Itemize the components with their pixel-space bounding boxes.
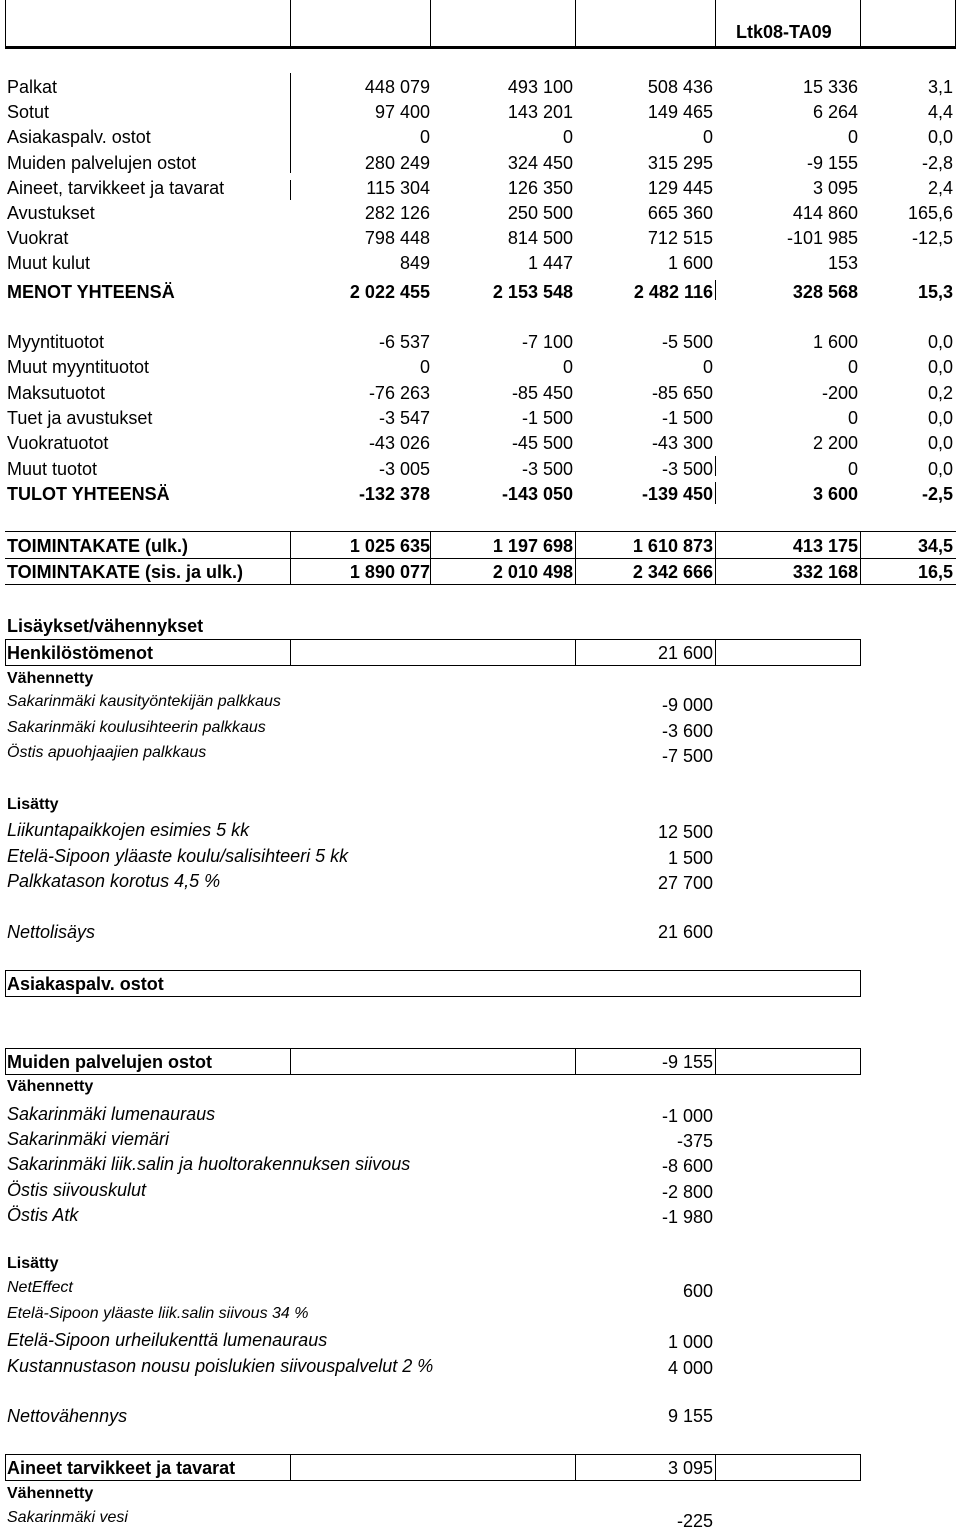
- row-label: Avustukset: [7, 203, 95, 223]
- cell-percent: 4,4: [927, 102, 953, 123]
- row-label: Sotut: [7, 102, 50, 123]
- cell-percent: 2,4: [927, 177, 953, 198]
- item-amount: -1 980: [661, 1206, 713, 1227]
- col-separator: [715, 482, 716, 504]
- item-amount: -225: [676, 1511, 713, 1531]
- other-services-box-separator: [715, 1048, 716, 1075]
- item-amount: -2 800: [661, 1181, 713, 1202]
- cell-change: 3 095: [812, 177, 858, 198]
- header-border-col3: [575, 0, 576, 46]
- cell-proposal: 2 342 666: [632, 562, 713, 582]
- cell-actual: 97 400: [374, 102, 430, 123]
- personnel-heading: Henkilöstömenot: [7, 643, 154, 663]
- cell-budget: -85 450: [511, 382, 573, 403]
- personnel-box-separator: [715, 639, 716, 666]
- header-border-left: [5, 0, 6, 46]
- row-label: MENOT YHTEENSÄ: [7, 282, 175, 302]
- cell-budget: 2 153 548: [492, 282, 573, 302]
- cell-proposal: -139 450: [641, 484, 713, 504]
- item-amount: -3 600: [661, 720, 713, 741]
- col-separator: [290, 180, 291, 200]
- other-services-decreased-label: Vähennetty: [7, 1078, 94, 1095]
- cell-change: 414 860: [792, 203, 858, 223]
- cell-budget: -7 100: [521, 332, 573, 352]
- cell-budget: 143 201: [507, 102, 573, 123]
- header-border-col5: [860, 0, 861, 46]
- cell-actual: -43 026: [368, 433, 430, 454]
- cell-budget: -1 500: [521, 407, 573, 428]
- row-label: TULOT YHTEENSÄ: [7, 484, 170, 504]
- personnel-decreased-label: Vähennetty: [7, 670, 94, 687]
- margin-line-mid: [5, 558, 956, 559]
- materials-amount: 3 095: [667, 1458, 713, 1478]
- row-label: Muiden palvelujen ostot: [7, 152, 197, 173]
- row-label: TOIMINTAKATE (ulk.): [7, 536, 188, 556]
- materials-box-separator: [575, 1454, 576, 1481]
- item-label: Östis apuohjaajien palkkaus: [7, 744, 207, 761]
- other-services-added-label: Lisätty: [7, 1255, 59, 1272]
- cell-percent: 0,0: [927, 127, 953, 148]
- cell-budget: 324 450: [507, 152, 573, 173]
- header-border-col2: [430, 0, 431, 46]
- cell-change: 332 168: [792, 562, 858, 582]
- cell-budget: 493 100: [507, 77, 573, 97]
- cell-change: -200: [821, 382, 858, 403]
- cell-change: 0: [847, 407, 858, 428]
- header-border-col4: [715, 0, 716, 46]
- margin-col-separator: [860, 531, 861, 585]
- cell-change: 0: [847, 127, 858, 148]
- row-label: TOIMINTAKATE (sis. ja ulk.): [7, 562, 244, 582]
- document-code: Ltk08-TA09: [736, 22, 832, 42]
- row-label: Maksutuotot: [7, 382, 106, 403]
- other-services-amount: -9 155: [661, 1052, 713, 1072]
- row-label: Myyntituotot: [7, 332, 105, 352]
- cell-actual: 115 304: [366, 177, 430, 198]
- margin-col-separator: [575, 531, 576, 585]
- cell-change: 15 336: [802, 77, 858, 97]
- cell-percent: 16,5: [917, 562, 953, 582]
- cell-percent: 15,3: [917, 282, 953, 302]
- cell-percent: 34,5: [917, 536, 953, 556]
- cell-change: 328 568: [792, 282, 858, 302]
- margin-col-separator: [715, 531, 716, 585]
- item-label: Liikuntapaikkojen esimies 5 kk: [7, 820, 250, 840]
- row-label: Palkat: [7, 77, 58, 97]
- item-label: Etelä-Sipoon yläaste liik.salin siivous 34 %: [7, 1304, 309, 1322]
- row-label: Vuokrat: [7, 228, 69, 249]
- personnel-net-label: Nettolisäys: [7, 922, 96, 942]
- cell-budget: 1 197 698: [492, 536, 573, 556]
- materials-box-separator: [715, 1454, 716, 1481]
- item-label: Sakarinmäki kausityöntekijän palkkaus: [7, 693, 281, 710]
- cell-budget: -143 050: [501, 484, 573, 504]
- col-separator: [715, 280, 716, 300]
- materials-heading: Aineet tarvikkeet ja tavarat: [7, 1458, 236, 1478]
- item-label: Kustannustason nousu poislukien siivouspalvelut 2 %: [7, 1355, 434, 1376]
- cell-proposal: 0: [702, 127, 713, 148]
- margin-line-bottom: [5, 584, 956, 585]
- personnel-added-label: Lisätty: [7, 796, 59, 813]
- item-amount: -1 000: [661, 1106, 713, 1126]
- client-services-heading: Asiakaspalv. ostot: [7, 974, 164, 994]
- materials-decreased-label: Vähennetty: [7, 1485, 94, 1502]
- other-services-box-separator: [575, 1048, 576, 1075]
- col-separator: [715, 456, 716, 476]
- item-label: Sakarinmäki koulusihteerin palkkaus: [7, 718, 266, 736]
- cell-proposal: 712 515: [647, 228, 713, 249]
- cell-percent: -2,5: [921, 484, 953, 504]
- cell-actual: 0: [419, 357, 430, 378]
- cell-budget: 250 500: [507, 203, 573, 223]
- personnel-net-amount: 21 600: [657, 922, 713, 942]
- cell-actual: 1 025 635: [349, 536, 430, 556]
- cell-proposal: -1 500: [661, 407, 713, 428]
- cell-percent: -12,5: [911, 228, 953, 249]
- cell-actual: 798 448: [364, 228, 430, 249]
- other-services-net-label: Nettovähennys: [7, 1406, 128, 1426]
- cell-proposal: 0: [702, 357, 713, 378]
- row-label: Muut myyntituotot: [7, 357, 150, 378]
- adjustments-title: Lisäykset/vähennykset: [7, 616, 204, 636]
- item-amount: 27 700: [657, 873, 713, 893]
- cell-proposal: 665 360: [647, 203, 713, 223]
- cell-percent: 0,0: [927, 433, 953, 454]
- cell-proposal: -3 500: [661, 458, 713, 479]
- cell-percent: -2,8: [921, 152, 953, 173]
- cell-actual: 280 249: [364, 152, 430, 173]
- cell-budget: -3 500: [521, 458, 573, 479]
- row-label: Aineet, tarvikkeet ja tavarat: [7, 177, 225, 198]
- cell-proposal: 315 295: [647, 152, 713, 173]
- cell-budget: 0: [562, 127, 573, 148]
- item-amount: 4 000: [667, 1357, 713, 1378]
- margin-line-top: [5, 531, 956, 532]
- cell-change: 0: [847, 458, 858, 479]
- cell-change: 1 600: [812, 332, 858, 352]
- item-label: Östis siivouskulut: [7, 1179, 147, 1200]
- cell-actual: 0: [419, 127, 430, 148]
- cell-actual: 849: [399, 253, 430, 274]
- other-services-heading: Muiden palvelujen ostot: [7, 1052, 213, 1072]
- item-label: Etelä-Sipoon yläaste koulu/salisihteeri 5 kk: [7, 845, 349, 866]
- cell-actual: -3 547: [378, 407, 430, 428]
- cell-proposal: 149 465: [647, 102, 713, 123]
- item-amount: -9 000: [661, 695, 713, 715]
- row-label: Asiakaspalv. ostot: [7, 127, 151, 148]
- cell-proposal: 129 445: [647, 177, 713, 198]
- cell-actual: -3 005: [378, 458, 430, 479]
- cell-budget: 814 500: [507, 228, 573, 249]
- cell-change: 0: [847, 357, 858, 378]
- row-label: Tuet ja avustukset: [7, 407, 153, 428]
- item-label: NetEffect: [7, 1279, 73, 1296]
- other-services-net-amount: 9 155: [667, 1406, 713, 1426]
- cell-actual: 1 890 077: [349, 562, 430, 582]
- personnel-box-separator: [575, 639, 576, 666]
- item-label: Sakarinmäki lumenauraus: [7, 1104, 216, 1124]
- cell-change: 153: [827, 253, 858, 274]
- cell-proposal: -85 650: [651, 382, 713, 403]
- item-label: Sakarinmäki liik.salin ja huoltorakennuksen siivous: [7, 1154, 411, 1175]
- cell-change: 2 200: [812, 433, 858, 454]
- cell-actual: -6 537: [378, 332, 430, 352]
- materials-box-separator: [290, 1454, 291, 1481]
- cell-proposal: 1 610 873: [632, 536, 713, 556]
- cell-percent: 3,1: [927, 77, 953, 97]
- personnel-amount: 21 600: [657, 643, 713, 663]
- item-amount: -375: [676, 1131, 713, 1152]
- cell-percent: 0,0: [927, 357, 953, 378]
- cell-percent: 0,0: [927, 407, 953, 428]
- cell-budget: 2 010 498: [492, 562, 573, 582]
- cell-percent: 0,2: [927, 382, 953, 403]
- cell-proposal: 2 482 116: [633, 282, 713, 302]
- cell-budget: 126 350: [507, 177, 573, 198]
- col-separator: [290, 73, 291, 173]
- header-border-right: [955, 0, 956, 46]
- cell-change: 413 175: [792, 536, 858, 556]
- item-label: Etelä-Sipoon urheilukenttä lumenauraus: [7, 1330, 328, 1350]
- item-amount: 1 000: [667, 1332, 713, 1352]
- personnel-box-separator: [290, 639, 291, 666]
- other-services-box-separator: [290, 1048, 291, 1075]
- cell-proposal: 508 436: [647, 77, 713, 97]
- item-label: Palkkatason korotus 4,5 %: [7, 871, 221, 891]
- cell-proposal: -43 300: [651, 433, 713, 454]
- header-bottom-border: [5, 46, 956, 49]
- item-amount: 1 500: [667, 847, 713, 868]
- header-border-col1: [290, 0, 291, 46]
- item-label: Östis Atk: [7, 1204, 79, 1225]
- row-label: Vuokratuotot: [7, 433, 109, 454]
- item-amount: 12 500: [657, 822, 713, 842]
- cell-change: -9 155: [806, 152, 858, 173]
- cell-percent: 0,0: [927, 458, 953, 479]
- cell-percent: 0,0: [927, 332, 953, 352]
- cell-change: 6 264: [812, 102, 858, 123]
- cell-actual: -132 378: [358, 484, 430, 504]
- item-amount: -7 500: [661, 746, 713, 766]
- cell-proposal: -5 500: [661, 332, 713, 352]
- cell-budget: 1 447: [527, 253, 573, 274]
- cell-change: -101 985: [786, 228, 858, 249]
- row-label: Muut tuotot: [7, 458, 98, 479]
- cell-actual: -76 263: [368, 382, 430, 403]
- cell-budget: 0: [562, 357, 573, 378]
- cell-actual: 282 126: [364, 203, 430, 223]
- item-label: Sakarinmäki vesi: [7, 1509, 128, 1526]
- cell-proposal: 1 600: [667, 253, 713, 274]
- cell-percent: 165,6: [907, 203, 953, 223]
- margin-col-separator: [430, 531, 431, 585]
- item-amount: -8 600: [661, 1156, 713, 1177]
- row-label: Muut kulut: [7, 253, 91, 274]
- cell-budget: -45 500: [511, 433, 573, 454]
- cell-actual: 2 022 455: [349, 282, 430, 302]
- item-label: Sakarinmäki viemäri: [7, 1129, 170, 1150]
- margin-col-separator: [290, 531, 291, 585]
- item-amount: 600: [682, 1281, 713, 1301]
- cell-actual: 448 079: [364, 77, 430, 97]
- cell-change: 3 600: [812, 484, 858, 504]
